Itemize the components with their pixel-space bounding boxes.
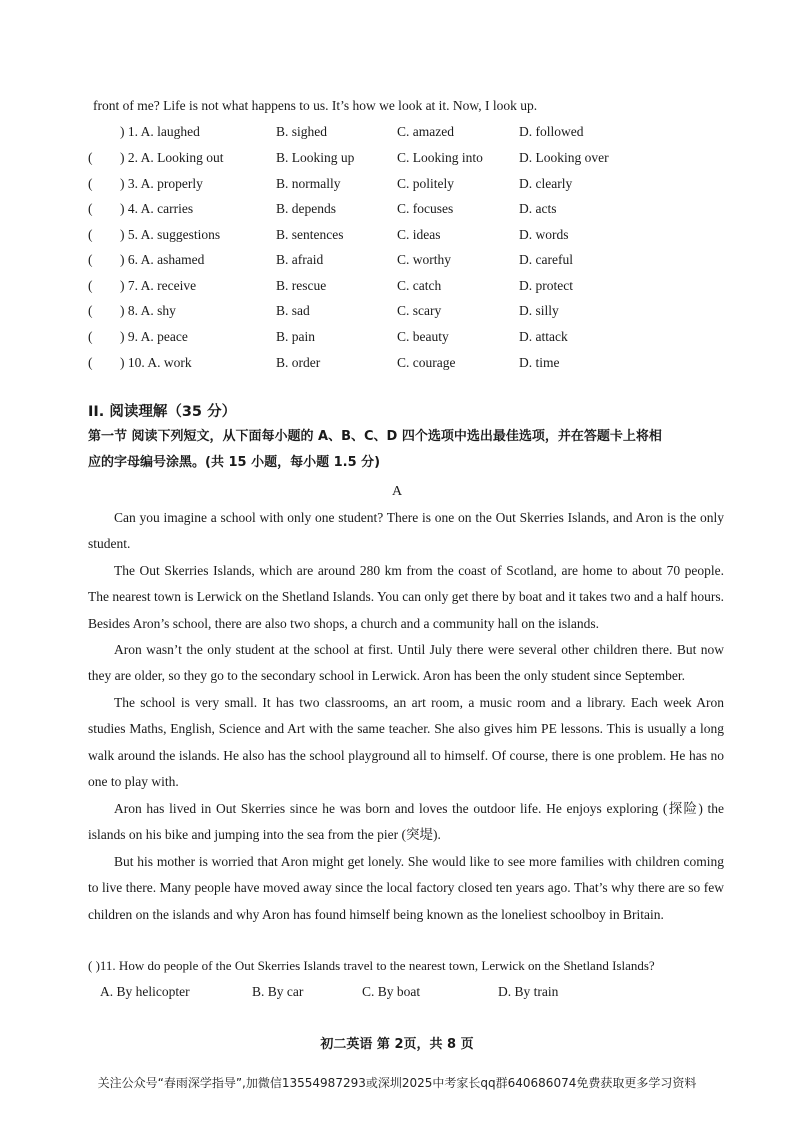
option-c: C. courage [397,355,456,370]
option-d: D. Looking over [519,150,609,165]
option-a: ) 10. A. work [120,355,192,370]
question-options [88,984,728,1006]
instruction-line: 应的字母编号涂黑。(共 15 小题，每小题 1.5 分) [88,455,381,470]
passage-label: A [391,484,403,499]
option-d: D. protect [519,278,573,293]
question-11 [88,958,728,1006]
option-b: B. order [276,355,321,370]
option-a: ) 8. A. shy [120,303,176,318]
instruction-line: 第一节 阅读下列短文，从下面每小题的 A、B、C、D 四个选项中选出最佳选项，并在答题卡上将相 [88,429,662,444]
option-a: ) 4. A. carries [120,201,194,216]
page-footer: 初二英语 第 2页，共 8 页 [320,1037,474,1052]
paragraph: Can you imagine a school with only one student? There is one on the Out Skerries Islands, and Aron is the only student. [88,510,724,552]
option-a: ) 6. A. ashamed [120,252,205,267]
section-title: II. 阅读理解（35 分） [88,404,237,420]
option-d: D. time [519,355,560,370]
intro-line: front of me? Life is not what happens to us. It’s how we look at it. Now, I look up. [93,98,538,113]
option-c: C. amazed [397,124,454,139]
question-option-b: B. By car [252,984,304,999]
option-a: ) 1. A. laughed [120,124,200,139]
option-b: B. afraid [276,252,324,267]
answer-paren: ( [88,150,93,165]
option-d: D. attack [519,329,568,344]
paragraph: Aron has lived in Out Skerries since he was born and loves the outdoor life. He enjoys exploring (探险) the islands on his bike and jumping into the sea from the pier (突堤). [88,801,724,843]
promo-note: 关注公众号“春雨深学指导”,加微信13554987293或深圳2025中考家长qq群640686074免费获取更多学习资料 [97,1076,697,1090]
section-instructions [88,424,728,476]
option-b: B. sentences [276,227,344,242]
option-row [88,303,728,325]
option-row [88,252,728,274]
option-b: B. Looking up [276,150,355,165]
option-row [88,176,728,198]
option-b: B. rescue [276,278,327,293]
option-d: D. acts [519,201,557,216]
paragraph: But his mother is worried that Aron might get lonely. She would like to see more families with children coming to live there. Many people have moved away since the local factory closed ten years ago. That’s why there are so few children on the islands and why Aron has found himself being known as the loneliest schoolboy in Britain. [88,854,724,922]
option-d: D. words [519,227,569,242]
option-c: C. ideas [397,227,441,242]
option-c: C. politely [397,176,454,191]
paragraph: The school is very small. It has two classrooms, an art room, a music room and a library. Each week Aron studies Maths, English, Science and Art with the same teacher. She also gives him PE lessons. This is usually a long walk around the islands. He also has the school playground all to himself. Of course, there is one problem. He has no one to play with. [88,695,724,789]
answer-paren: ( [88,252,93,267]
option-a: ) 2. A. Looking out [120,150,224,165]
option-b: B. depends [276,201,336,216]
question-stem: ( )11. How do people of the Out Skerries Islands travel to the nearest town, Lerwick on the Shetland Islands? [88,958,655,973]
option-row [88,124,728,146]
option-c: C. Looking into [397,150,483,165]
option-b: B. normally [276,176,341,191]
option-row [88,150,728,172]
option-c: C. focuses [397,201,454,216]
option-c: C. scary [397,303,442,318]
option-a: ) 5. A. suggestions [120,227,221,242]
answer-paren: ( [88,355,93,370]
option-row [88,329,728,351]
option-b: B. pain [276,329,315,344]
option-c: C. beauty [397,329,449,344]
option-row [88,201,728,223]
option-row [88,227,728,249]
question-option-c: C. By boat [362,984,421,999]
option-b: B. sighed [276,124,328,139]
option-d: D. followed [519,124,584,139]
paragraph: The Out Skerries Islands, which are around 280 km from the coast of Scotland, are home to about 70 people. The nearest town is Lerwick on the Shetland Islands. You can only get there by boat and it takes two and a half hours. Besides Aron’s school, there are also two shops, a church and a community hall on the islands. [88,563,724,631]
option-c: C. worthy [397,252,451,267]
option-d: D. careful [519,252,573,267]
answer-paren: ( [88,303,93,318]
option-a: ) 3. A. properly [120,176,203,191]
answer-paren: ( [88,278,93,293]
answer-paren: ( [88,201,93,216]
option-a: ) 9. A. peace [120,329,188,344]
option-row [88,278,728,300]
option-row [88,355,728,377]
answer-paren: ( [88,329,93,344]
question-option-d: D. By train [498,984,559,999]
answer-paren: ( [88,176,93,191]
paragraph: Aron wasn’t the only student at the school at first. Until July there were several other children there. But now they are older, so they go to the secondary school in Lerwick. Aron has been the only student since September. [88,642,724,684]
option-d: D. silly [519,303,559,318]
question-option-a: A. By helicopter [100,984,190,999]
option-a: ) 7. A. receive [120,278,197,293]
option-b: B. sad [276,303,310,318]
answer-paren: ( [88,227,93,242]
option-d: D. clearly [519,176,573,191]
option-c: C. catch [397,278,442,293]
